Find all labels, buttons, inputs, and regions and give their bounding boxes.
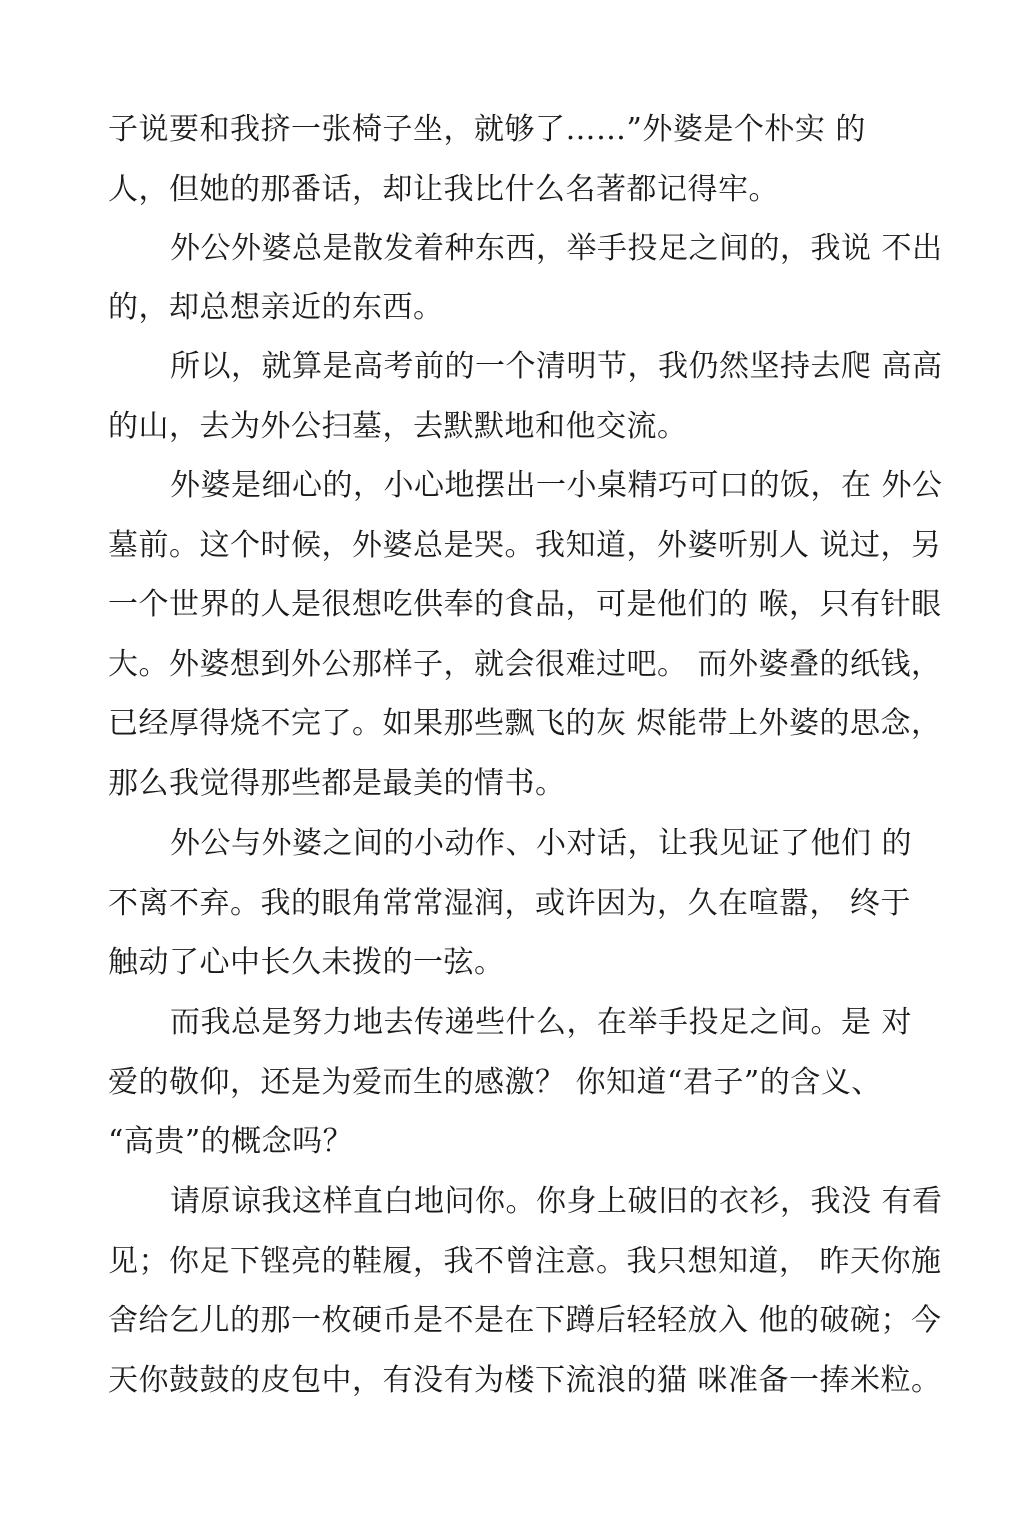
paragraph-start-line: 请原谅我这样直白地问你。你身上破旧的衣衫，我没 有看 — [170, 1184, 943, 1219]
text-line: 不离不弃。我的眼角常常湿润，或许因为，久在喧嚣， 终于 — [108, 886, 912, 921]
text-line: 见；你足下铿亮的鞋履，我不曾注意。我只想知道， 昨天你施 — [108, 1244, 942, 1279]
paragraph-start-line: 所以，就算是高考前的一个清明节，我仍然坚持去爬 高高 — [170, 349, 943, 384]
paragraph-start-line: 外公与外婆之间的小动作、小对话，让我见证了他们 的 — [170, 826, 913, 861]
text-line: 爱的敬仰，还是为爱而生的感激？ 你知道“君子”的含义、 — [108, 1065, 882, 1100]
text-line: 那么我觉得那些都是最美的情书。 — [108, 766, 566, 801]
text-line: 舍给乞儿的那一枚硬币是不是在下蹲后轻轻放入 他的破碗；今 — [108, 1303, 942, 1338]
text-line: 子说要和我挤一张椅子坐，就够了……”外婆是个朴实 的 — [108, 112, 866, 147]
text-line: “高贵”的概念吗？ — [108, 1124, 354, 1159]
paragraph-start-line: 外公外婆总是散发着种东西，举手投足之间的，我说 不出 — [170, 231, 943, 266]
paragraph-start-line: 而我总是努力地去传递些什么，在举手投足之间。是 对 — [170, 1005, 913, 1040]
text-line: 一个世界的人是很想吃供奉的食品，可是他们的 喉，只有针眼 — [108, 587, 942, 622]
paragraph-start-line: 外婆是细心的，小心地摆出一小桌精巧可口的饭，在 外公 — [170, 468, 943, 503]
text-line: 人，但她的那番话，却让我比什么名著都记得牢。 — [108, 172, 779, 207]
text-line: 大。外婆想到外公那样子，就会很难过吧。 而外婆叠的纸钱， — [108, 647, 942, 682]
text-line: 的，却总想亲近的东西。 — [108, 290, 444, 325]
text-line: 天你鼓鼓的皮包中，有没有为楼下流浪的猫 咪准备一捧米粒。 — [108, 1363, 942, 1398]
text-line: 已经厚得烧不完了。如果那些飘飞的灰 烬能带上外婆的思念， — [108, 706, 942, 741]
text-line: 的山，去为外公扫墓，去默默地和他交流。 — [108, 409, 688, 444]
text-line: 触动了心中长久未拨的一弦。 — [108, 945, 505, 980]
text-line: 墓前。这个时候，外婆总是哭。我知道，外婆听别人 说过，另 — [108, 528, 942, 563]
